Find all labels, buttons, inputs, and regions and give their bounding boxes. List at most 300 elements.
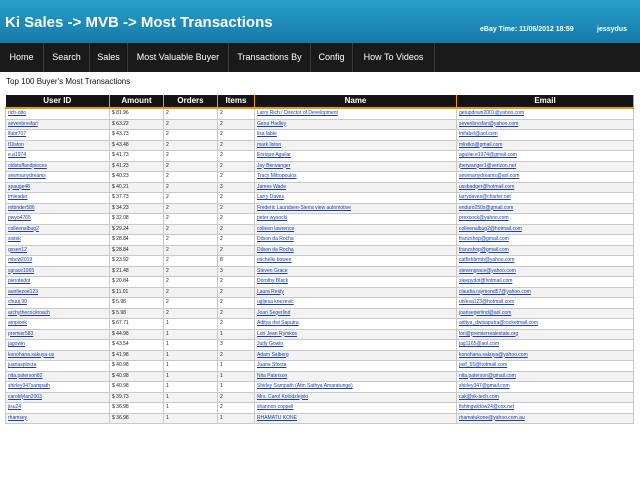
email-link[interactable]: mlistko@gmail.com: [459, 141, 503, 148]
cell-orders: 1: [164, 382, 218, 393]
cell-name: [255, 235, 457, 246]
email-link[interactable]: lmfabel@aol.com: [459, 131, 498, 137]
user-id-link[interactable]: ampionk: [8, 320, 27, 326]
table-row: [6, 361, 634, 372]
cell-items: 2: [218, 319, 255, 330]
email-link[interactable]: getupdown2001@yahoo.com: [459, 110, 525, 116]
cell-name: [255, 214, 457, 225]
email-link[interactable]: lori@premierrealestate.org: [459, 330, 519, 337]
column-header-orders[interactable]: Orders: [164, 95, 218, 108]
user-id-link[interactable]: jisu24: [8, 404, 22, 410]
cell-amount: $ 39.73: [110, 392, 164, 403]
cell-orders: 2: [164, 256, 218, 267]
nav-config[interactable]: Config: [311, 43, 353, 72]
cell-orders: 2: [164, 130, 218, 141]
name-link[interactable]: mark liston: [257, 141, 282, 148]
name-link[interactable]: peter wysocki: [257, 215, 288, 221]
table-row: [6, 119, 634, 130]
cell-orders: 2: [164, 193, 218, 204]
cell-user-id: [6, 403, 110, 414]
cell-items: 3: [218, 340, 255, 351]
cell-email: [457, 224, 634, 235]
cell-email: [457, 403, 634, 414]
nav-most-valuable-buyer[interactable]: Most Valuable Buyer: [128, 43, 229, 72]
name-link[interactable]: Dilson da Rocha: [257, 236, 294, 242]
user-id-link[interactable]: auntiezoe123: [8, 288, 39, 295]
name-link[interactable]: Steven Grace: [257, 267, 288, 274]
cell-user-id: [6, 224, 110, 235]
name-link[interactable]: Mrs. Carol Kolodziejski: [257, 393, 308, 400]
email-link[interactable]: catfishbrmb@yahoo.com: [459, 257, 515, 263]
username[interactable]: jessydus: [597, 26, 627, 33]
cell-email: [457, 235, 634, 246]
user-id-link[interactable]: rich-obo: [8, 110, 27, 116]
email-link[interactable]: cak@sk-tech.com: [459, 393, 499, 400]
email-link[interactable]: stevengrace@yahoo.com: [459, 267, 516, 274]
user-id-link[interactable]: rhamsey: [8, 414, 28, 421]
table-row: [6, 308, 634, 319]
user-id-link[interactable]: sgrace1965: [8, 267, 35, 274]
table-row: [6, 235, 634, 246]
cell-email: [457, 151, 634, 162]
cell-name: [255, 277, 457, 288]
cell-name: [255, 329, 457, 340]
cell-amount: $ 5.98: [110, 298, 164, 309]
cell-orders: 2: [164, 266, 218, 277]
cell-amount: $ 40.98: [110, 361, 164, 372]
cell-orders: 1: [164, 371, 218, 382]
table-row: [6, 413, 634, 424]
cell-amount: $ 28.84: [110, 245, 164, 256]
user-id-link[interactable]: lfubr707: [8, 131, 27, 137]
email-link[interactable]: franzshop@gmail.com: [459, 246, 509, 253]
cell-orders: 1: [164, 392, 218, 403]
name-link[interactable]: shannon coppell: [257, 404, 294, 410]
cell-items: 2: [218, 350, 255, 361]
name-link[interactable]: Lori Jean Rymkos: [257, 330, 298, 337]
cell-items: 2: [218, 151, 255, 162]
name-link[interactable]: Frederic Lauridsen-Sierra view automotive: [257, 204, 351, 211]
nav-home[interactable]: Home: [0, 43, 44, 72]
user-id-link[interactable]: e.a1974: [8, 152, 27, 158]
cell-email: [457, 108, 634, 119]
cell-items: 2: [218, 224, 255, 235]
name-link[interactable]: Enrique Aguilar: [257, 152, 291, 158]
name-link[interactable]: colleen lawrence: [257, 225, 295, 232]
transactions-table-wrapper: [5, 95, 633, 424]
cell-name: [255, 361, 457, 372]
nav-search[interactable]: Search: [44, 43, 90, 72]
cell-name: [255, 319, 457, 330]
table-row: [6, 298, 634, 309]
user-id-link[interactable]: shirley347sampath: [8, 383, 50, 389]
table-row: [6, 245, 634, 256]
cell-items: 2: [218, 392, 255, 403]
table-row: [6, 340, 634, 351]
cell-user-id: [6, 235, 110, 246]
user-id-link[interactable]: tmleader: [8, 194, 28, 200]
cell-name: [255, 161, 457, 172]
cell-user-id: [6, 203, 110, 214]
cell-amount: $ 41.73: [110, 151, 164, 162]
email-link[interactable]: rhamatukone@yahoo.com.au: [459, 414, 525, 421]
cell-name: [255, 203, 457, 214]
cell-user-id: [6, 256, 110, 267]
cell-amount: $ 43.73: [110, 130, 164, 141]
cell-amount: $ 41.98: [110, 350, 164, 361]
name-link[interactable]: Larry Rich / Director of Development: [257, 110, 338, 116]
cell-items: 2: [218, 119, 255, 130]
cell-items: 2: [218, 161, 255, 172]
cell-user-id: [6, 319, 110, 330]
cell-orders: 1: [164, 403, 218, 414]
user-id-link[interactable]: colleenalbug2: [8, 225, 39, 232]
nav-transactions-by[interactable]: Transactions By: [229, 43, 311, 72]
email-link[interactable]: sewmanydreams@aol.com: [459, 173, 520, 179]
cell-name: [255, 140, 457, 151]
column-header-items[interactable]: Items: [218, 95, 255, 108]
table-row: [6, 382, 634, 393]
email-link[interactable]: konohana.sakuya@yahoo.com: [459, 351, 528, 358]
cell-user-id: [6, 172, 110, 183]
table-row: [6, 182, 634, 193]
table-row: [6, 329, 634, 340]
cell-amount: $ 40.98: [110, 382, 164, 393]
cell-name: [255, 413, 457, 424]
cell-orders: 1: [164, 350, 218, 361]
cell-amount: $ 20.84: [110, 277, 164, 288]
name-link[interactable]: Larry Daves: [257, 194, 284, 200]
cell-user-id: [6, 298, 110, 309]
cell-orders: 2: [164, 245, 218, 256]
cell-name: [255, 403, 457, 414]
cell-amount: $ 37.73: [110, 193, 164, 204]
email-link[interactable]: fishingwidow24@cox.net: [459, 404, 515, 410]
cell-orders: 2: [164, 161, 218, 172]
cell-user-id: [6, 350, 110, 361]
nav-how-to-videos[interactable]: How To Videos: [353, 43, 435, 72]
cell-orders: 2: [164, 287, 218, 298]
cell-email: [457, 161, 634, 172]
table-header-row: [6, 95, 634, 108]
email-link[interactable]: aditya_dwisaputra@rocketmail.com: [459, 320, 538, 326]
email-link[interactable]: enduro250x@gmail.com: [459, 204, 514, 211]
cell-name: [255, 308, 457, 319]
email-link[interactable]: uhlesa123@hotmail.com: [459, 299, 515, 305]
email-link[interactable]: sevenbrvsfan@yahoo.com: [459, 120, 519, 127]
cell-amount: $ 81.96: [110, 108, 164, 119]
cell-user-id: [6, 193, 110, 204]
cell-email: [457, 298, 634, 309]
name-link[interactable]: Shirley Sampath (Attn Sathya Amaratunge): [257, 383, 353, 389]
table-row: [6, 130, 634, 141]
cell-orders: 2: [164, 182, 218, 193]
cell-name: [255, 172, 457, 183]
column-header-name[interactable]: Name: [255, 95, 457, 108]
user-id-link[interactable]: sevenbrvsfan: [8, 120, 38, 127]
cell-name: [255, 392, 457, 403]
table-row: [6, 193, 634, 204]
cell-user-id: [6, 214, 110, 225]
cell-orders: 2: [164, 151, 218, 162]
cell-items: 2: [218, 130, 255, 141]
page-title: Top 100 Buyer's Most Transactions: [6, 77, 131, 86]
table-row: [6, 266, 634, 277]
cell-amount: $ 23.92: [110, 256, 164, 267]
cell-email: [457, 193, 634, 204]
cell-items: 1: [218, 371, 255, 382]
cell-name: [255, 245, 457, 256]
email-link[interactable]: jag1165@aol.com: [459, 341, 500, 347]
name-link[interactable]: Laura Reidy: [257, 288, 284, 295]
user-id-link[interactable]: mtbrider586: [8, 204, 35, 211]
table-row: [6, 224, 634, 235]
cell-items: 2: [218, 108, 255, 119]
cell-user-id: [6, 371, 110, 382]
email-link[interactable]: ussbadger@hotmail.com: [459, 183, 515, 190]
table-row: [6, 277, 634, 288]
cell-items: 2: [218, 203, 255, 214]
email-link[interactable]: jasf_55@hotmail.com: [459, 362, 508, 368]
cell-name: [255, 193, 457, 204]
cell-email: [457, 371, 634, 382]
cell-name: [255, 224, 457, 235]
cell-amount: $ 36.98: [110, 413, 164, 424]
name-link[interactable]: Nita Paterson: [257, 372, 288, 379]
user-id-link[interactable]: f1liston: [8, 141, 24, 148]
cell-items: 3: [218, 266, 255, 277]
name-link[interactable]: lisa fable: [257, 131, 277, 137]
cell-items: 2: [218, 140, 255, 151]
user-id-link[interactable]: caroldylan2003: [8, 393, 42, 400]
cell-orders: 2: [164, 298, 218, 309]
cell-orders: 1: [164, 340, 218, 351]
table-row: [6, 319, 634, 330]
name-link[interactable]: Joan Segerlind: [257, 309, 291, 316]
cell-email: [457, 340, 634, 351]
cell-user-id: [6, 140, 110, 151]
cell-items: 1: [218, 329, 255, 340]
user-id-link[interactable]: pwyo4765: [8, 215, 31, 221]
cell-user-id: [6, 413, 110, 424]
user-id-link[interactable]: spauge48: [8, 183, 30, 190]
name-link[interactable]: Dorothy Black: [257, 278, 289, 284]
user-id-link[interactable]: archythecockroach: [8, 309, 50, 316]
name-link[interactable]: RHAMATU KONE: [257, 414, 297, 421]
cell-user-id: [6, 392, 110, 403]
cell-amount: $ 11.01: [110, 287, 164, 298]
cell-amount: $ 67.71: [110, 319, 164, 330]
user-id-link[interactable]: mbcw2019: [8, 257, 33, 263]
cell-name: [255, 371, 457, 382]
cell-amount: $ 28.84: [110, 235, 164, 246]
table-row: [6, 172, 634, 183]
table-row: [6, 140, 634, 151]
cell-items: 2: [218, 308, 255, 319]
cell-name: [255, 119, 457, 130]
cell-amount: $ 43.54: [110, 340, 164, 351]
table-row: [6, 392, 634, 403]
cell-email: [457, 350, 634, 361]
email-link[interactable]: prexsock@yahoo.com: [459, 215, 509, 221]
nav-bar: [0, 43, 640, 72]
name-link[interactable]: Dilson da Rocha: [257, 246, 294, 253]
cell-amount: $ 41.23: [110, 161, 164, 172]
cell-amount: $ 43.48: [110, 140, 164, 151]
email-link[interactable]: nita.paterson@gmail.com: [459, 372, 516, 379]
cell-email: [457, 256, 634, 267]
cell-name: [255, 382, 457, 393]
cell-name: [255, 130, 457, 141]
cell-name: [255, 298, 457, 309]
cell-user-id: [6, 119, 110, 130]
cell-email: [457, 329, 634, 340]
cell-user-id: [6, 308, 110, 319]
name-link[interactable]: michelle bowen: [257, 257, 292, 263]
cell-amount: $ 21.48: [110, 266, 164, 277]
cell-items: 2: [218, 235, 255, 246]
cell-orders: 2: [164, 140, 218, 151]
cell-orders: 2: [164, 214, 218, 225]
table-row: [6, 403, 634, 414]
cell-user-id: [6, 329, 110, 340]
nav-sales[interactable]: Sales: [90, 43, 128, 72]
email-link[interactable]: larrydaves@charter.net: [459, 194, 511, 200]
cell-email: [457, 245, 634, 256]
cell-email: [457, 172, 634, 183]
cell-user-id: [6, 151, 110, 162]
cell-name: [255, 182, 457, 193]
cell-name: [255, 266, 457, 277]
cell-orders: 2: [164, 172, 218, 183]
name-link[interactable]: Judy Gowin: [257, 341, 284, 347]
cell-user-id: [6, 161, 110, 172]
cell-amount: $ 29.24: [110, 224, 164, 235]
cell-email: [457, 413, 634, 424]
cell-email: [457, 361, 634, 372]
cell-items: 2: [218, 298, 255, 309]
name-link[interactable]: Gena Hadley: [257, 120, 287, 127]
email-link[interactable]: aguilar.e1974@gmail.com: [459, 152, 517, 158]
cell-email: [457, 130, 634, 141]
user-id-link[interactable]: gssen12: [8, 246, 27, 253]
cell-user-id: [6, 182, 110, 193]
transactions-table: [5, 95, 634, 424]
user-id-link[interactable]: sistek: [8, 236, 21, 242]
cell-name: [255, 287, 457, 298]
cell-orders: 1: [164, 319, 218, 330]
email-link[interactable]: franzshop@gmail.com: [459, 236, 509, 242]
user-id-link[interactable]: oldstuffandpieces: [8, 162, 47, 169]
name-link[interactable]: Jay Berwanger: [257, 162, 291, 169]
table-row: [6, 108, 634, 119]
cell-items: 2: [218, 214, 255, 225]
cell-amount: $ 40.23: [110, 172, 164, 183]
cell-items: 1: [218, 382, 255, 393]
email-link[interactable]: jberwanger1@verizon.net: [459, 162, 517, 169]
user-id-link[interactable]: juanasplorza: [8, 362, 37, 368]
cell-user-id: [6, 287, 110, 298]
cell-amount: $ 44.98: [110, 329, 164, 340]
cell-user-id: [6, 277, 110, 288]
cell-email: [457, 203, 634, 214]
cell-items: 1: [218, 413, 255, 424]
cell-email: [457, 308, 634, 319]
title-bar: [0, 0, 640, 43]
user-id-link[interactable]: nita.paterson82: [8, 372, 43, 379]
name-link[interactable]: James Wade: [257, 183, 286, 190]
email-link[interactable]: sleepydot@hotmail.com: [459, 278, 513, 284]
name-link[interactable]: Tracy Mitropoulos: [257, 173, 297, 179]
email-link[interactable]: joansegerlind@aol.com: [459, 309, 512, 316]
cell-items: 2: [218, 287, 255, 298]
cell-email: [457, 214, 634, 225]
cell-email: [457, 119, 634, 130]
cell-items: 2: [218, 277, 255, 288]
cell-orders: 2: [164, 308, 218, 319]
cell-orders: 2: [164, 224, 218, 235]
app-title: Ki Sales -> MVB -> Most Transactions: [5, 14, 273, 31]
cell-email: [457, 277, 634, 288]
name-link[interactable]: Aditya dwi Saputra: [257, 320, 299, 326]
email-link[interactable]: shirley347@gmail.com: [459, 383, 510, 389]
cell-items: 8: [218, 256, 255, 267]
user-id-link[interactable]: sewmanydreams: [8, 173, 46, 179]
cell-orders: 2: [164, 108, 218, 119]
name-link[interactable]: Juana Sforza: [257, 362, 287, 368]
cell-user-id: [6, 245, 110, 256]
user-id-link[interactable]: jagowin: [8, 341, 25, 347]
email-link[interactable]: colleenalbug2@hotmail.com: [459, 225, 522, 232]
name-link[interactable]: ugljesa knezevic: [257, 299, 294, 305]
table-row: [6, 161, 634, 172]
cell-user-id: [6, 266, 110, 277]
cell-orders: 1: [164, 413, 218, 424]
cell-email: [457, 266, 634, 277]
user-id-link[interactable]: konohana.sakuya-us: [8, 351, 55, 358]
cell-orders: 2: [164, 235, 218, 246]
name-link[interactable]: Adam Salberg: [257, 351, 289, 358]
column-header-amount[interactable]: Amount: [110, 95, 164, 108]
cell-items: 2: [218, 172, 255, 183]
cell-user-id: [6, 130, 110, 141]
cell-email: [457, 140, 634, 151]
cell-email: [457, 182, 634, 193]
table-row: [6, 350, 634, 361]
column-header-user-id[interactable]: User ID: [6, 95, 110, 108]
user-id-link[interactable]: premier583: [8, 330, 34, 337]
cell-amount: $ 5.98: [110, 308, 164, 319]
table-row: [6, 151, 634, 162]
user-id-link[interactable]: chuuj.90: [8, 299, 27, 305]
column-header-email[interactable]: Email: [457, 95, 634, 108]
email-link[interactable]: claudia.raymond57@yahoo.com: [459, 288, 531, 295]
cell-orders: 2: [164, 203, 218, 214]
cell-items: 2: [218, 193, 255, 204]
table-body: [6, 108, 634, 424]
user-id-link[interactable]: pierotedot: [8, 278, 31, 284]
cell-name: [255, 151, 457, 162]
cell-items: 2: [218, 245, 255, 256]
cell-user-id: [6, 361, 110, 372]
cell-user-id: [6, 340, 110, 351]
cell-amount: $ 34.23: [110, 203, 164, 214]
table-row: [6, 256, 634, 267]
cell-amount: $ 40.98: [110, 371, 164, 382]
cell-orders: 2: [164, 119, 218, 130]
table-row: [6, 371, 634, 382]
table-row: [6, 287, 634, 298]
